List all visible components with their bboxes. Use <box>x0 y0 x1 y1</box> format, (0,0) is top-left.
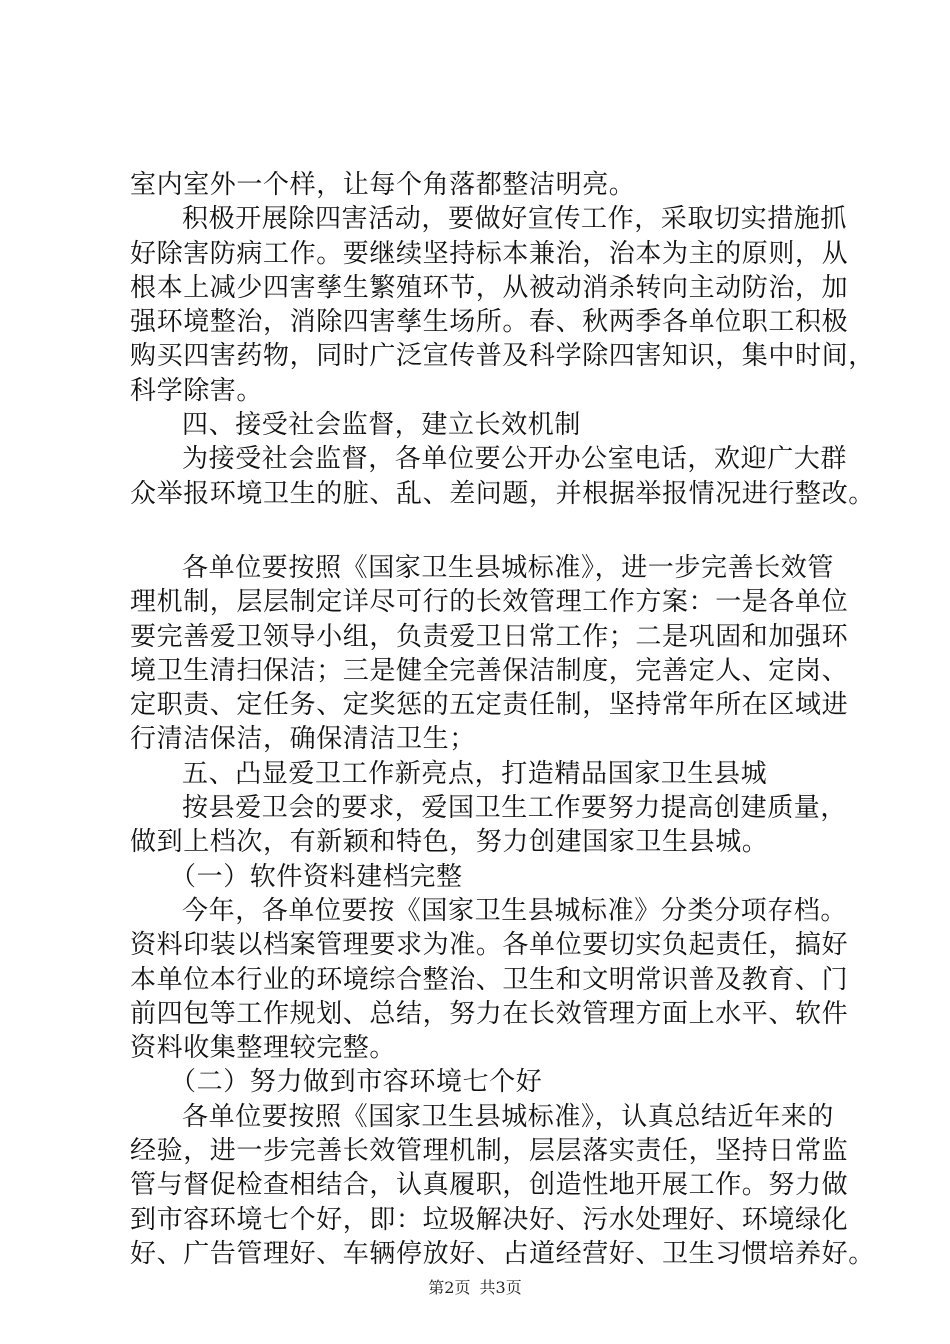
subsection-heading: （二）努力做到市容环境七个好 <box>170 1067 543 1098</box>
paragraph-line: 到市容环境七个好，即：垃圾解决好、污水处理好、环境绿化 <box>130 1204 849 1235</box>
paragraph-line: 管与督促检查相结合，认真履职，创造性地开展工作。努力做 <box>130 1170 849 1201</box>
paragraph-line: 前四包等工作规划、总结，努力在长效管理方面上水平、软件 <box>130 998 849 1029</box>
paragraph-line: 本单位本行业的环境综合整治、卫生和文明常识普及教育、门 <box>130 964 849 995</box>
page-total: 共3页 <box>479 1278 522 1297</box>
paragraph-line: 境卫生清扫保洁；三是健全完善保洁制度，完善定人、定岗、 <box>130 655 849 686</box>
paragraph-line: 资料印装以档案管理要求为准。各单位要切实负起责任，搞好 <box>130 930 849 961</box>
paragraph-line: 室内室外一个样，让每个角落都整洁明亮。 <box>130 170 636 200</box>
page-number: 第2页 <box>428 1278 471 1297</box>
paragraph-line: 科学除害。 <box>130 375 264 406</box>
paragraph-line: 各单位要按照《国家卫生县城标准》，进一步完善长效管 <box>182 552 835 583</box>
paragraph-line: 购买四害药物，同时广泛宣传普及科学除四害知识，集中时间， <box>130 341 875 372</box>
paragraph-line: 做到上档次，有新颖和特色，努力创建国家卫生县城。 <box>130 827 769 858</box>
paragraph-line: 众举报环境卫生的脏、乱、差问题，并根据举报情况进行整改。 <box>130 478 875 509</box>
paragraph-line: 理机制，层层制定详尽可行的长效管理工作方案：一是各单位 <box>130 587 849 618</box>
paragraph-gap <box>130 511 855 551</box>
paragraph-line: 按县爱卫会的要求，爱国卫生工作要努力提高创建质量， <box>182 793 848 824</box>
paragraph-line: 根本上减少四害孳生繁殖环节，从被动消杀转向主动防治，加 <box>130 272 849 303</box>
paragraph-line: 各单位要按照《国家卫生县城标准》，认真总结近年来的 <box>182 1101 835 1132</box>
paragraph-line: 强环境整治，消除四害孳生场所。春、秋两季各单位职工积极 <box>130 307 849 338</box>
section-heading: 五、凸显爱卫工作新亮点，打造精品国家卫生县城 <box>182 758 768 789</box>
paragraph-line: 为接受社会监督，各单位要公开办公室电话，欢迎广大群 <box>182 444 848 475</box>
subsection-heading: （一）软件资料建档完整 <box>170 861 463 892</box>
document-body <box>130 168 875 1271</box>
paragraph-line: 经验，进一步完善长效管理机制，层层落实责任，坚持日常监 <box>130 1136 849 1167</box>
page-footer <box>0 1275 950 1298</box>
section-heading: 四、接受社会监督，建立长效机制 <box>182 410 582 441</box>
paragraph-line: 积极开展除四害活动，要做好宣传工作，采取切实措施抓 <box>182 204 848 235</box>
paragraph-line: 行清洁保洁，确保清洁卫生； <box>130 724 476 755</box>
paragraph-line: 资料收集整理较完整。 <box>130 1033 397 1064</box>
paragraph-line: 好除害防病工作。要继续坚持标本兼治，治本为主的原则，从 <box>130 238 849 269</box>
paragraph-line: 今年，各单位要按《国家卫生县城标准》分类分项存档。 <box>182 895 848 926</box>
paragraph-line: 好、广告管理好、车辆停放好、占道经营好、卫生习惯培养好。 <box>130 1238 875 1269</box>
paragraph-line: 要完善爱卫领导小组，负责爱卫日常工作；二是巩固和加强环 <box>130 621 849 652</box>
paragraph-line: 定职责、定任务、定奖惩的五定责任制，坚持常年所在区域进 <box>130 690 849 721</box>
